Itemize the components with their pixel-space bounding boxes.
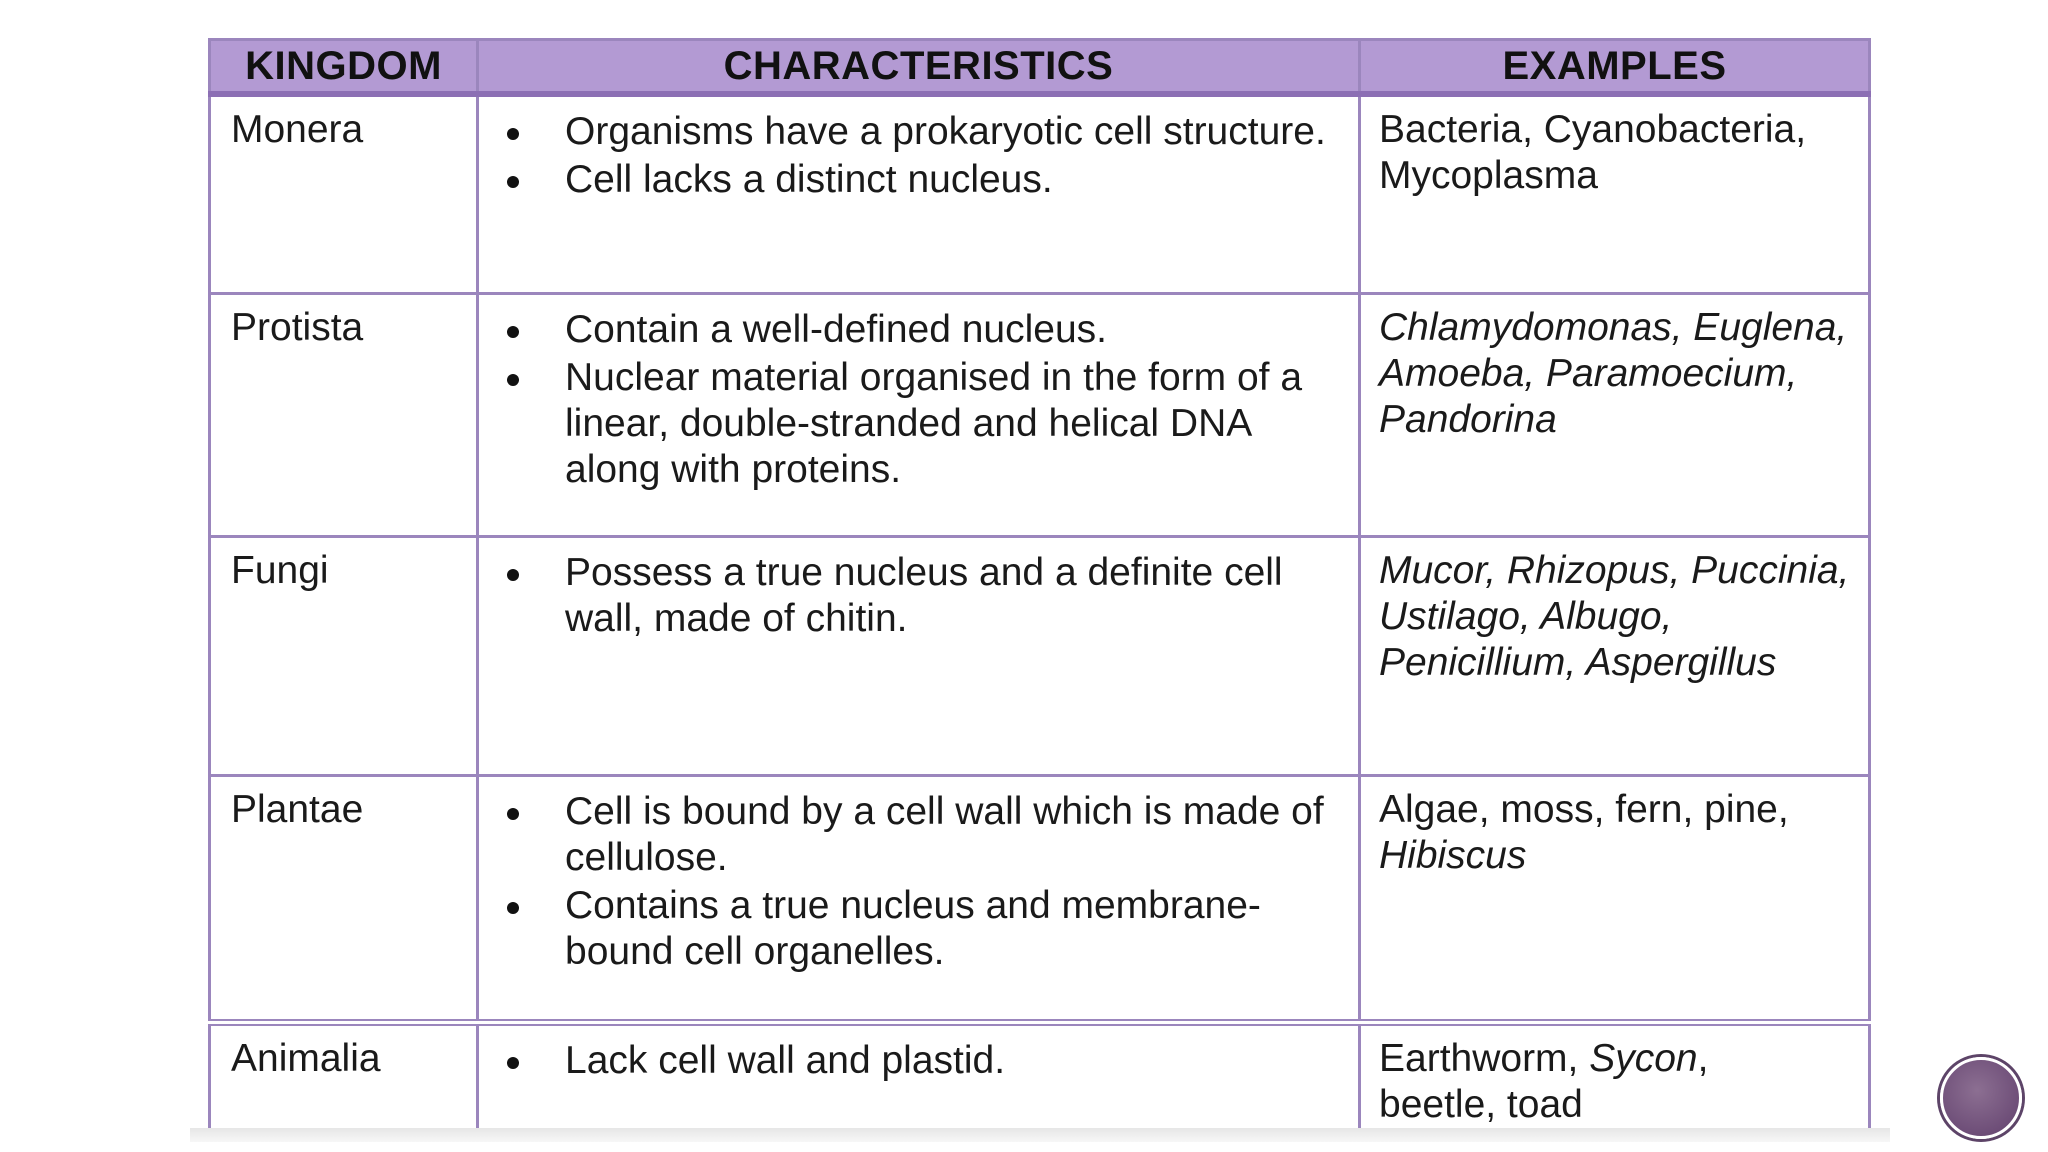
list-item	[499, 789, 1338, 881]
list-item	[499, 883, 1338, 975]
characteristics-list	[499, 550, 1338, 642]
list-item	[499, 550, 1338, 642]
examples-text-italic: Hibiscus	[1379, 834, 1527, 877]
bullet-icon	[507, 374, 519, 386]
examples-text: Mycoplasma	[1379, 154, 1598, 197]
characteristic-text: Contain a well-defined nucleus.	[565, 308, 1108, 351]
header-examples: EXAMPLES	[1360, 40, 1870, 95]
characteristics-cell	[478, 1023, 1360, 1136]
characteristic-text: Organisms have a prokaryotic cell structure.	[565, 110, 1326, 153]
circle-nav-icon[interactable]	[1940, 1057, 2022, 1139]
table-row	[210, 776, 1870, 1023]
table-row	[210, 294, 1870, 537]
bullet-icon	[507, 326, 519, 338]
header-kingdom: KINGDOM	[210, 40, 478, 95]
bullet-icon	[507, 902, 519, 914]
list-item	[499, 307, 1338, 353]
characteristics-list	[499, 1038, 1338, 1084]
kingdom-name: Monera	[210, 94, 478, 294]
characteristic-text: Cell lacks a distinct nucleus.	[565, 158, 1053, 201]
slide-bottom-shadow	[190, 1128, 1890, 1142]
examples-text: Bacteria, Cyanobacteria,	[1379, 108, 1807, 151]
characteristics-list	[499, 307, 1338, 493]
examples-cell	[1360, 1023, 1870, 1136]
examples-text: Chlamydomonas, Euglena, Amoeba, Paramoecium, Pandorina	[1379, 306, 1848, 441]
bullet-icon	[507, 569, 519, 581]
table-row	[210, 537, 1870, 776]
bullet-icon	[507, 128, 519, 140]
table-header-row	[210, 40, 1870, 95]
kingdom-table-wrapper	[208, 38, 1868, 1137]
header-characteristics: CHARACTERISTICS	[478, 40, 1360, 95]
characteristics-cell	[478, 537, 1360, 776]
characteristic-text: Contains a true nucleus and membrane-bound cell organelles.	[565, 884, 1261, 973]
characteristic-text: Nuclear material organised in the form of a linear, double-stranded and helical DNA along with proteins.	[565, 356, 1303, 491]
examples-line	[1379, 1036, 1858, 1082]
characteristics-cell	[478, 776, 1360, 1023]
characteristic-text: Possess a true nucleus and a definite cell wall, made of chitin.	[565, 551, 1283, 640]
kingdom-name: Fungi	[210, 537, 478, 776]
list-item	[499, 1038, 1338, 1084]
characteristics-list	[499, 109, 1338, 203]
list-item	[499, 355, 1338, 493]
examples-text: Mucor, Rhizopus, Puccinia, Ustilago, Albugo, Penicillium, Aspergillus	[1379, 549, 1850, 684]
bullet-icon	[507, 808, 519, 820]
bullet-icon	[507, 1057, 519, 1069]
table-row	[210, 1023, 1870, 1136]
characteristic-text: Cell is bound by a cell wall which is made of cellulose.	[565, 790, 1324, 879]
kingdom-name: Plantae	[210, 776, 478, 1023]
examples-cell	[1360, 776, 1870, 1023]
kingdom-name: Animalia	[210, 1023, 478, 1136]
examples-text: beetle, toad	[1379, 1083, 1583, 1126]
examples-text: ,	[1697, 1037, 1709, 1080]
table-row	[210, 94, 1870, 294]
examples-cell	[1360, 294, 1870, 537]
characteristics-cell	[478, 94, 1360, 294]
characteristics-list	[499, 789, 1338, 975]
kingdom-name: Protista	[210, 294, 478, 537]
characteristic-text: Lack cell wall and plastid.	[565, 1039, 1006, 1082]
examples-text: Algae, moss, fern, pine,	[1379, 788, 1789, 831]
list-item	[499, 109, 1338, 155]
list-item	[499, 157, 1338, 203]
examples-cell	[1360, 537, 1870, 776]
examples-text-italic: Sycon	[1589, 1037, 1698, 1080]
bullet-icon	[507, 176, 519, 188]
characteristics-cell	[478, 294, 1360, 537]
examples-cell	[1360, 94, 1870, 294]
kingdom-table	[208, 38, 1871, 1137]
examples-text: Earthworm,	[1379, 1037, 1590, 1080]
